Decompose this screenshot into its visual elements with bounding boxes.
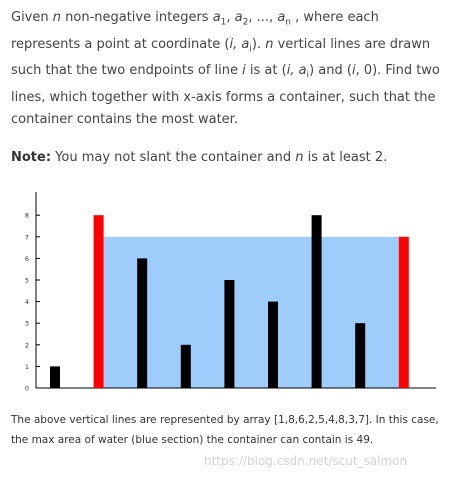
y-tick-label: 1 — [24, 362, 30, 371]
problem-text: ). — [251, 36, 266, 52]
var-n: n — [295, 149, 304, 165]
var-n: n — [265, 36, 274, 52]
subscript: i — [249, 44, 252, 55]
problem-text: is at ( — [245, 63, 287, 79]
subscript: i — [306, 70, 310, 81]
problem-text: non-negative integers — [61, 10, 213, 25]
subscript: 1 — [220, 17, 227, 28]
container-wall-bar — [94, 215, 104, 388]
line-bar — [312, 215, 322, 388]
y-tick-label: 3 — [24, 319, 30, 328]
caption-line: the max area of water (blue section) the container can contain is 49. — [11, 434, 374, 446]
separator: , — [226, 10, 235, 25]
caption — [11, 410, 441, 450]
y-tick-label: 0 — [24, 384, 30, 393]
line-bar — [50, 366, 60, 388]
coord: i, a — [286, 63, 307, 79]
watermark: https://blog.csdn.net/scut_salmon — [204, 454, 408, 468]
coord: i, a — [229, 36, 250, 52]
problem-text: Given — [11, 10, 53, 25]
var-n: n — [52, 10, 61, 25]
var-a2: a — [234, 10, 243, 25]
note-text: is at least 2. — [303, 149, 388, 165]
y-tick-label: 5 — [24, 276, 30, 285]
water-area — [104, 237, 399, 388]
problem-text: vertical lines are drawn such that the two endpoints of line — [11, 36, 431, 79]
note-text: You may not slant the container and — [51, 149, 296, 165]
coord: i — [351, 63, 356, 79]
chart-svg — [0, 184, 450, 402]
line-bar — [268, 302, 278, 388]
line-bar — [355, 323, 365, 388]
y-tick-label: 7 — [24, 233, 30, 242]
note-label: Note: — [11, 149, 52, 165]
y-tick-label: 8 — [24, 211, 30, 220]
var-an: a — [277, 10, 286, 25]
var-i: i — [242, 63, 246, 79]
caption-line: The above vertical lines are represented by array [1,8,6,2,5,4,8,3,7]. In this case, — [11, 414, 439, 426]
y-tick-label: 6 — [24, 254, 30, 263]
container-wall-bar — [399, 237, 409, 388]
line-bar — [224, 280, 234, 388]
separator: , ..., — [248, 10, 278, 25]
problem-description — [11, 7, 441, 131]
note — [11, 147, 441, 169]
problem-statement — [11, 7, 441, 169]
problem-text: , where each represents a point at coordinate ( — [11, 10, 379, 52]
y-tick-label: 2 — [24, 341, 30, 350]
subscript: n — [285, 17, 291, 28]
y-tick-label: 4 — [24, 298, 30, 307]
container-chart — [0, 184, 450, 402]
problem-text: ) and ( — [309, 63, 352, 79]
line-bar — [181, 345, 191, 388]
problem-text: , 0). Find two lines, which together with x-axis forms a container, such that the container contains the most water. — [11, 63, 440, 127]
subscript: 2 — [242, 17, 249, 28]
line-bar — [137, 258, 147, 388]
var-a1: a — [212, 10, 221, 25]
